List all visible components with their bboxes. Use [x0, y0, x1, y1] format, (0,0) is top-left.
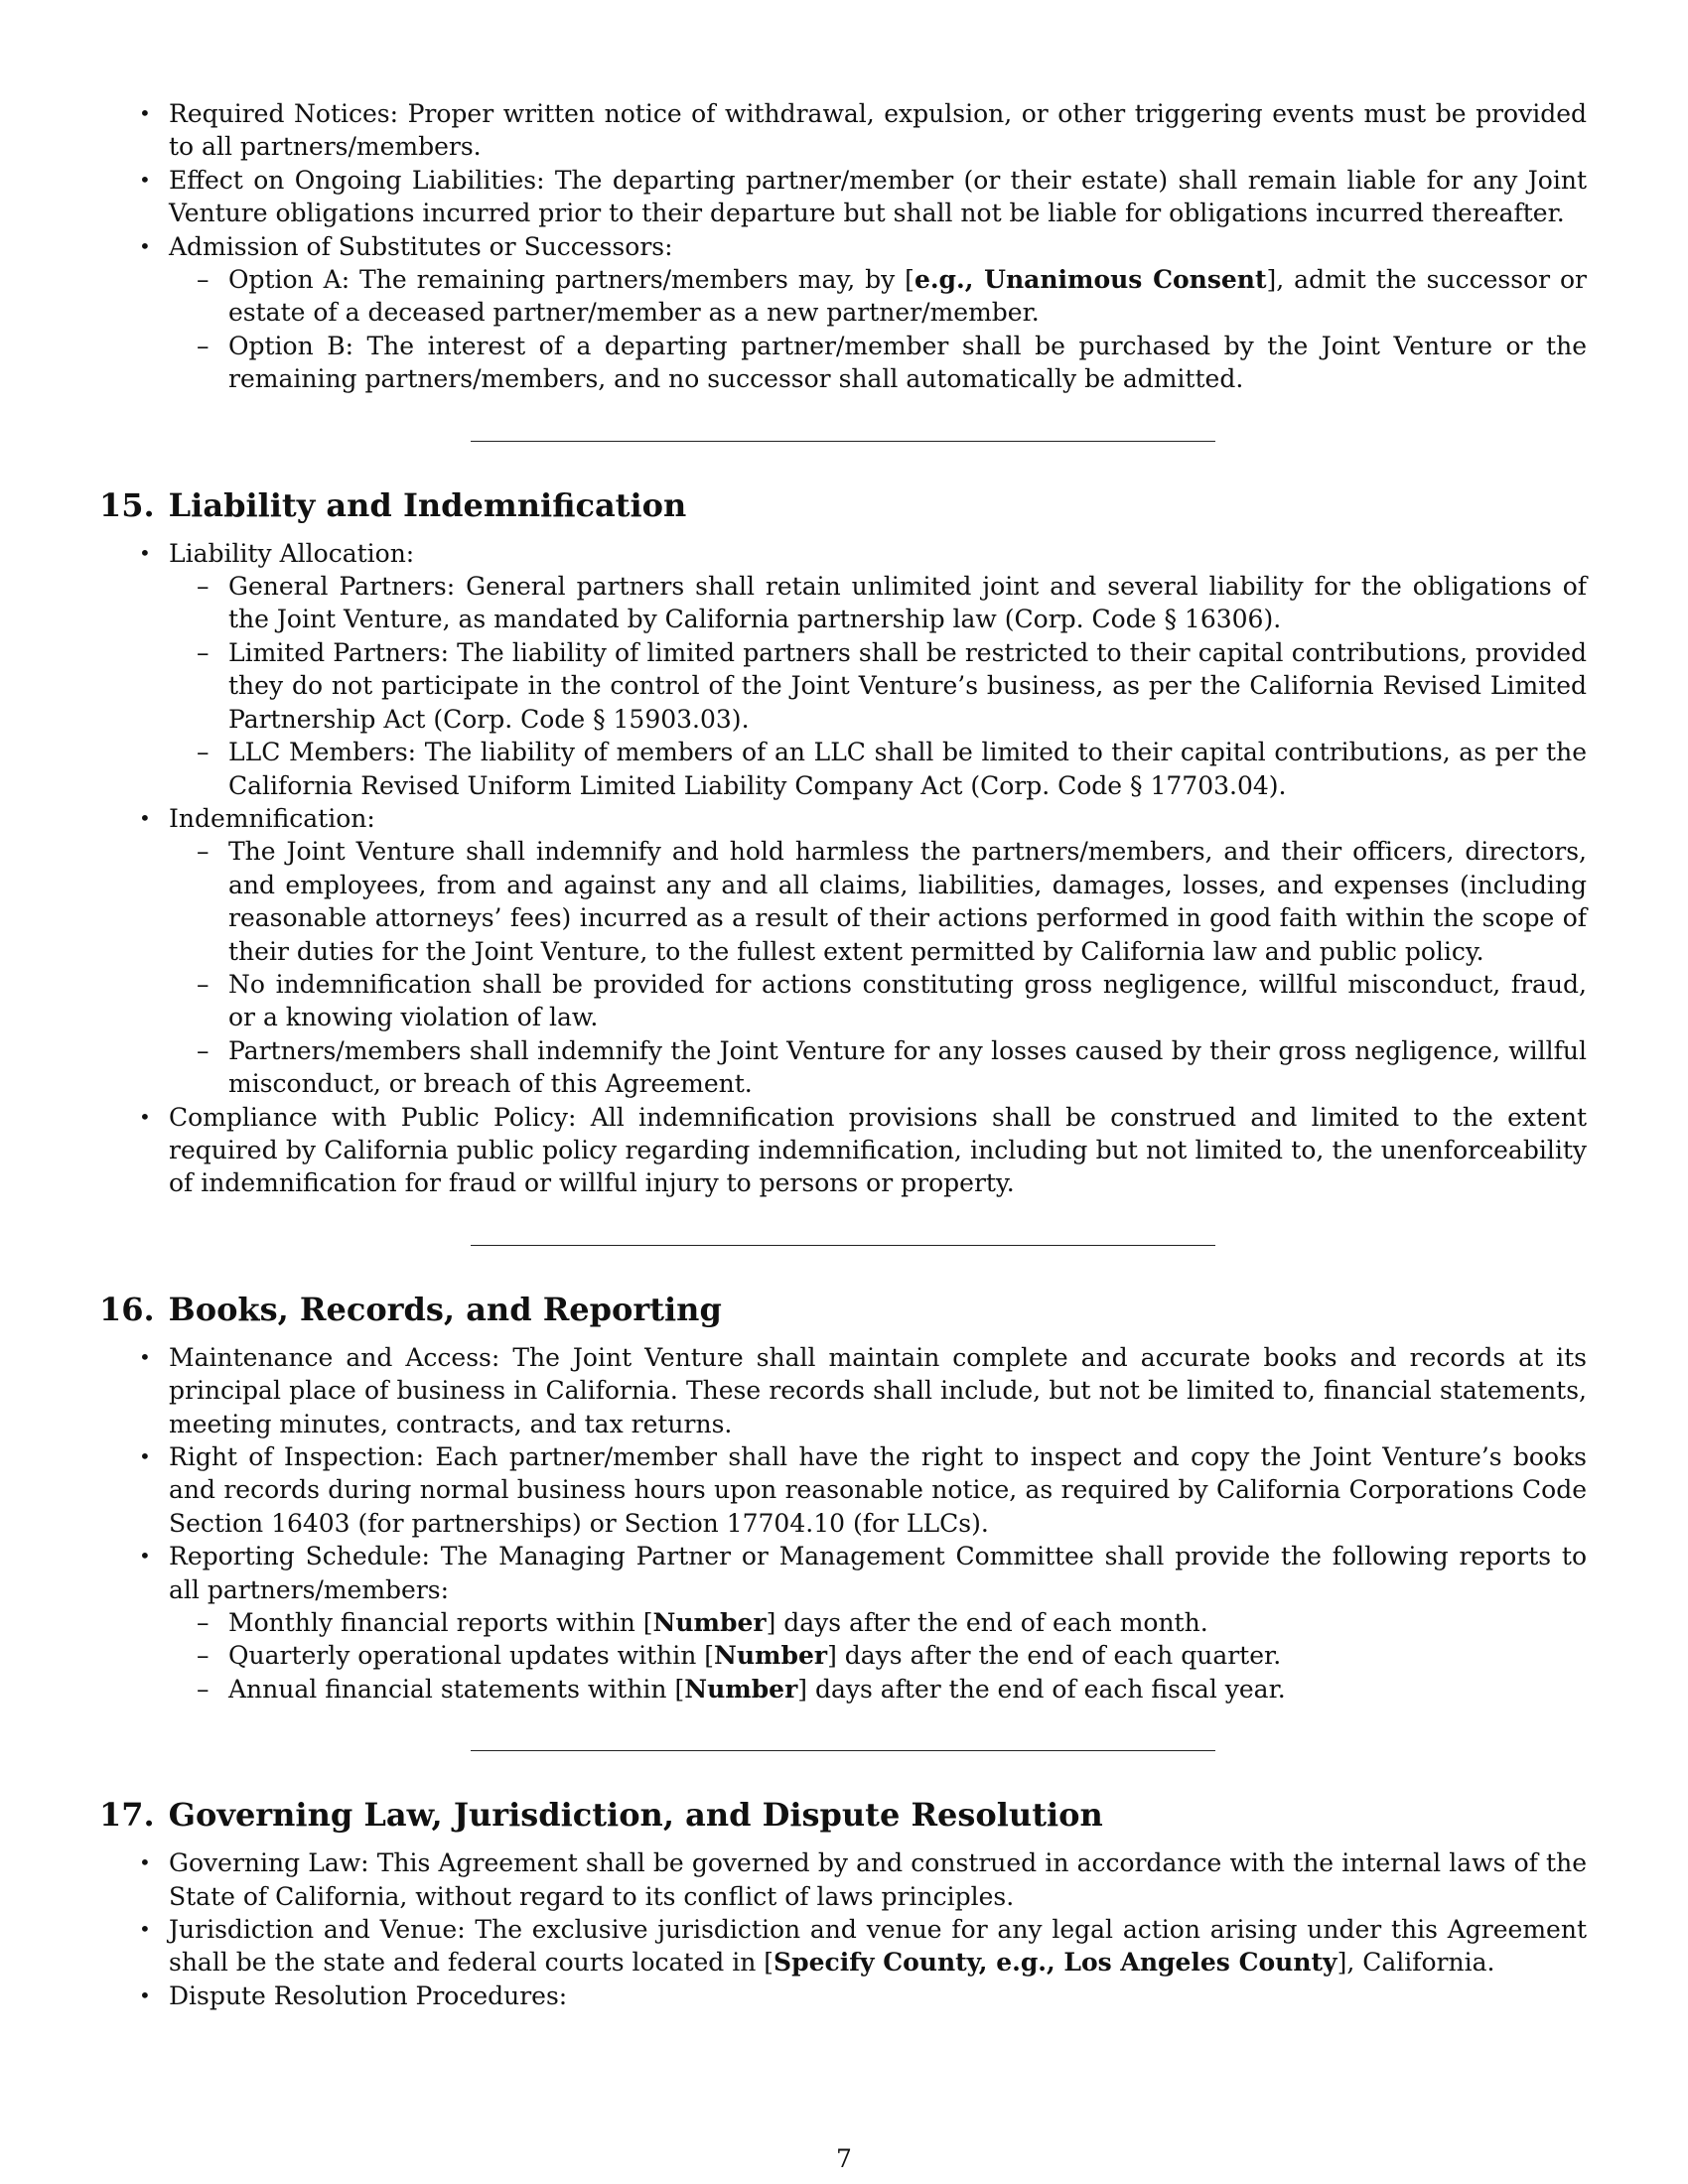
section-heading: 15. Liability and Indemnification [99, 485, 687, 524]
section-divider [471, 441, 1215, 442]
placeholder-field: Number [652, 1608, 767, 1638]
page-number: 7 [836, 2144, 852, 2173]
bullet-icon: • [139, 167, 151, 192]
governing-law-list [99, 1846, 1587, 2012]
list-item-text: Effect on Ongoing Liabilities: The departing partner/member (or their estate) shall remain liable for any Joint Venture obligations incurred prior to their departure but shall not be liable for obligations incurred thereafter. [169, 165, 1587, 228]
dash-icon: – [197, 1035, 210, 1065]
sublist-item: – Limited Partners: The liability of limited partners shall be restricted to their capital contributions, provided they do not participate in the control of the Joint Venture’s business, as per the California Revised Limited Partnership Act (Corp. Code § 15903.03). [197, 637, 1587, 734]
list-item [99, 97, 1587, 164]
section-heading: 16. Books, Records, and Reporting [99, 1290, 722, 1328]
bullet-icon: • [139, 1544, 151, 1569]
sublist [169, 835, 1587, 1100]
withdrawal-list [99, 97, 1587, 396]
dash-icon: – [197, 265, 210, 295]
list-item-text: Required Notices: Proper written notice of withdrawal, expulsion, or other triggering events must be provided to all partners/members. [169, 99, 1587, 162]
list-item [99, 230, 1587, 396]
sublist-item: – Option B: The interest of a departing partner/member shall be purchased by the Joint Venture or the remaining partners/members, and no successor shall automatically be admitted. [197, 331, 1587, 394]
bullet-icon: • [139, 540, 151, 565]
section-divider [471, 1245, 1215, 1246]
bullet-icon: • [139, 101, 151, 125]
list-item: • Maintenance and Access: The Joint Venture shall maintain complete and accurate books and records at its principal place of business in California. These records shall include, but not be limited to, financial statements, meeting minutes, contracts, and tax returns. [139, 1342, 1587, 1438]
dash-icon: – [197, 1641, 210, 1671]
list-item: • Compliance with Public Policy: All indemnification provisions shall be construed and limited to the extent required by California public policy regarding indemnification, including but not limited to, the unenforceability of indemnification for fraud or willful injury to persons or property. [139, 1102, 1587, 1198]
list-item-text: Admission of Substitutes or Successors: [169, 231, 673, 261]
sublist-item: – Quarterly operational updates within [Number] days after the end of each quarter. [169, 1639, 1587, 1672]
dash-icon: – [197, 572, 210, 602]
placeholder-field: e.g., Unanimous Consent [914, 265, 1267, 295]
sublist-item: – Option A: The remaining partners/members may, by [e.g., Unanimous Consent], admit the successor or estate of a deceased partner/member as a new partner/member. [197, 265, 1587, 328]
list-item: • Indemnification: – The Joint Venture shall indemnify and hold harmless the partners/members, and their officers, directors, and employees, from and against any and all claims, liabilities, damages, losses, and expenses (including reasonable attorneys’ fees) incurred as a result of their actions performed in good faith within the scope of their duties for the Joint Venture, to the fullest extent permitted by California law and public policy. – No indemnification shall be provided for actions constituting gross negligence, willful misconduct, fraud, or a knowing violation of law. – Partners/members shall indemnify the Joint Venture for any losses caused by their gross negligence, willful misconduct, or breach of this Agreement. [99, 802, 1587, 1101]
dash-icon: – [197, 637, 210, 667]
bullet-icon: • [139, 1104, 151, 1129]
sublist-item: – Annual financial statements within [Number] days after the end of each fiscal year. [169, 1673, 1587, 1706]
placeholder-field: Number [714, 1641, 828, 1671]
placeholder-field: Number [684, 1674, 798, 1704]
section-heading: 17. Governing Law, Jurisdiction, and Dispute Resolution [99, 1796, 1103, 1835]
sublist [169, 263, 1587, 396]
sublist-item: – LLC Members: The liability of members of an LLC shall be limited to their capital contributions, as per the California Revised Uniform Limited Liability Company Act (Corp. Code § 17703.04). [197, 738, 1587, 800]
sublist [169, 1606, 1587, 1706]
list-item: • Liability Allocation: – General Partners: General partners shall retain unlimited joint and several liability for the obligations of the Joint Venture, as mandated by California partnership law (Corp. Code § 16306). – Limited Partners: The liability of limited partners shall be restricted to their capital contributions, provided they do not participate in the control of the Joint Venture’s business, as per the California Revised Limited Partnership Act (Corp. Code § 15903.03). – LLC Members: The liability of members of an LLC shall be limited to their capital contributions, as per the California Revised Uniform Limited Liability Company Act (Corp. Code § 17703.04). [99, 537, 1587, 802]
list-item [99, 164, 1587, 230]
page-content [99, 97, 1587, 2012]
dash-icon: – [197, 1608, 210, 1638]
bullet-icon: • [139, 233, 151, 258]
sublist-item: – Partners/members shall indemnify the Joint Venture for any losses caused by their gross negligence, willful misconduct, or breach of this Agreement. [197, 1035, 1587, 1099]
list-item: • Reporting Schedule: The Managing Partner or Management Committee shall provide the following reports to all partners/members: – Monthly financial reports within [Number] days after the end of each month. – Quarterly operational updates within [Number] days after the end of each quarter. – Annual financial statements within [Number] days after the end of each fiscal year. [99, 1540, 1587, 1706]
bullet-icon: • [139, 1917, 151, 1942]
dash-icon: – [197, 1674, 210, 1704]
bullet-icon: • [139, 1850, 151, 1875]
records-list [99, 1341, 1587, 1706]
liability-list [99, 537, 1587, 1200]
sublist-item: – General Partners: General partners shall retain unlimited joint and several liability for the obligations of the Joint Venture, as mandated by California partnership law (Corp. Code § 16306). [197, 572, 1587, 634]
list-item: • Dispute Resolution Procedures: [99, 1979, 1587, 2012]
bullet-icon: • [139, 1344, 151, 1369]
bullet-icon: • [139, 1444, 151, 1468]
dash-icon: – [197, 738, 210, 767]
list-item: • Jurisdiction and Venue: The exclusive jurisdiction and venue for any legal action arising under this Agreement shall be the state and federal courts located in [Specify County, e.g., Los Angeles County], California. [139, 1915, 1587, 1978]
section-divider [471, 1750, 1215, 1751]
list-item: • Governing Law: This Agreement shall be governed by and construed in accordance with the internal laws of the State of California, without regard to its conflict of laws principles. [139, 1848, 1587, 1911]
dash-icon: – [197, 969, 210, 999]
sublist [169, 570, 1587, 802]
sublist-item: – Monthly financial reports within [Number] days after the end of each month. [169, 1606, 1587, 1639]
list-item: • Right of Inspection: Each partner/member shall have the right to inspect and copy the Joint Venture’s books and records during normal business hours upon reasonable notice, as required by California Corporations Code Section 16403 (for partnerships) or Section 17704.10 (for LLCs). [139, 1442, 1587, 1538]
bullet-icon: • [139, 1982, 151, 2007]
sublist-item: – No indemnification shall be provided for actions constituting gross negligence, willful misconduct, fraud, or a knowing violation of law. [197, 969, 1587, 1032]
sublist-item: – The Joint Venture shall indemnify and hold harmless the partners/members, and their officers, directors, and employees, from and against any and all claims, liabilities, damages, losses, and expenses (including reasonable attorneys’ fees) incurred as a result of their actions performed in good faith within the scope of their duties for the Joint Venture, to the fullest extent permitted by California law and public policy. [197, 837, 1587, 966]
placeholder-field: Specify County, e.g., Los Angeles County [774, 1948, 1337, 1978]
bullet-icon: • [139, 805, 151, 830]
dash-icon: – [197, 837, 210, 867]
dash-icon: – [197, 331, 210, 360]
